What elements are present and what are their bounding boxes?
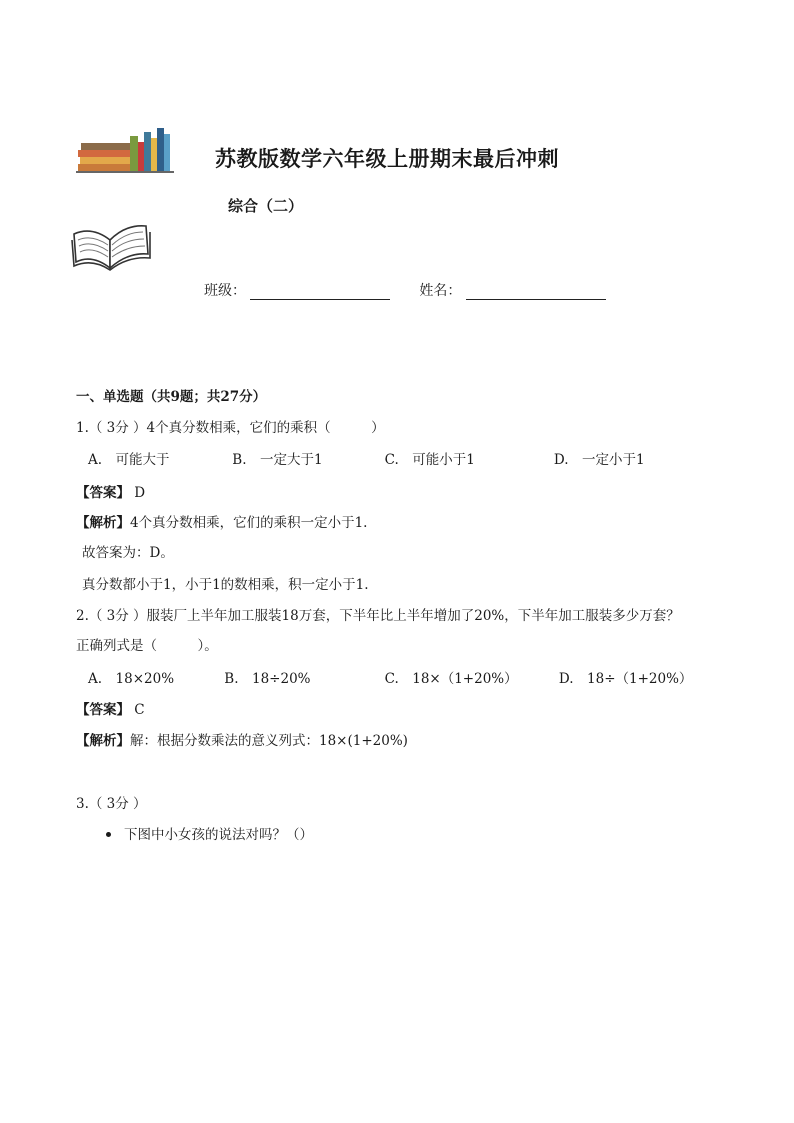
class-field[interactable] [250, 285, 390, 300]
bullet-text: 下图中小女孩的说法对吗？（） [124, 827, 313, 843]
analysis-label: 【解析】 [76, 733, 130, 749]
open-book-icon [70, 210, 152, 272]
question-1-answer [76, 481, 145, 501]
analysis-text: 4个真分数相乘，它们的乘积一定小于1. [130, 515, 368, 531]
option-c[interactable]: C. 18×（1+20%） [384, 671, 518, 687]
question-2-options [88, 667, 692, 687]
class-label: 班级： [204, 283, 246, 299]
question-3-stem: 3.（ 3分 ） [76, 796, 147, 812]
question-1-stem: 1.（ 3分 ）4个真分数相乘，它们的乘积（ ） [76, 420, 385, 436]
answer-value: D [134, 485, 146, 501]
question-2-analysis [76, 729, 408, 749]
page-title: 苏教版数学六年级上册期末最后冲刺 [215, 146, 559, 171]
books-stack-icon [76, 124, 176, 174]
page-subtitle: 综合（二） [228, 197, 304, 215]
question-2-answer [76, 698, 145, 718]
option-b[interactable]: B. 一定大于1 [232, 452, 323, 468]
analysis-label: 【解析】 [76, 515, 130, 531]
name-field[interactable] [466, 285, 606, 300]
bullet-icon [106, 832, 111, 837]
option-a[interactable]: A. 可能大于 [88, 452, 170, 468]
option-b[interactable]: B. 18÷20% [224, 671, 311, 687]
answer-label: 【答案】 [76, 702, 130, 718]
answer-label: 【答案】 [76, 485, 130, 501]
name-label: 姓名： [419, 283, 462, 299]
question-2-stem: 2.（ 3分 ）服装厂上半年加工服装18万套，下半年比上半年增加了20%，下半年加工服装多少万套？ [76, 608, 680, 624]
analysis-text: 解：根据分数乘法的意义列式：18×(1+20%) [130, 733, 408, 749]
option-d[interactable]: D. 一定小于1 [553, 452, 645, 468]
option-a[interactable]: A. 18×20% [88, 671, 175, 687]
student-info-fields [204, 280, 606, 300]
question-1-extra-1: 故答案为：D。 [82, 545, 174, 561]
question-1-analysis [76, 511, 367, 531]
option-d[interactable]: D. 18÷（1+20%） [558, 671, 693, 687]
option-c[interactable]: C. 可能小于1 [384, 452, 475, 468]
question-1-extra-2: 真分数都小于1，小于1的数相乘，积一定小于1. [82, 577, 369, 593]
section-heading: 一、单选题（共9题；共27分） [76, 389, 267, 405]
answer-value: C [134, 702, 145, 718]
question-2-stem-2: 正确列式是（ ）。 [76, 638, 218, 654]
question-1-options [88, 448, 645, 468]
question-3-bullet [106, 823, 313, 843]
